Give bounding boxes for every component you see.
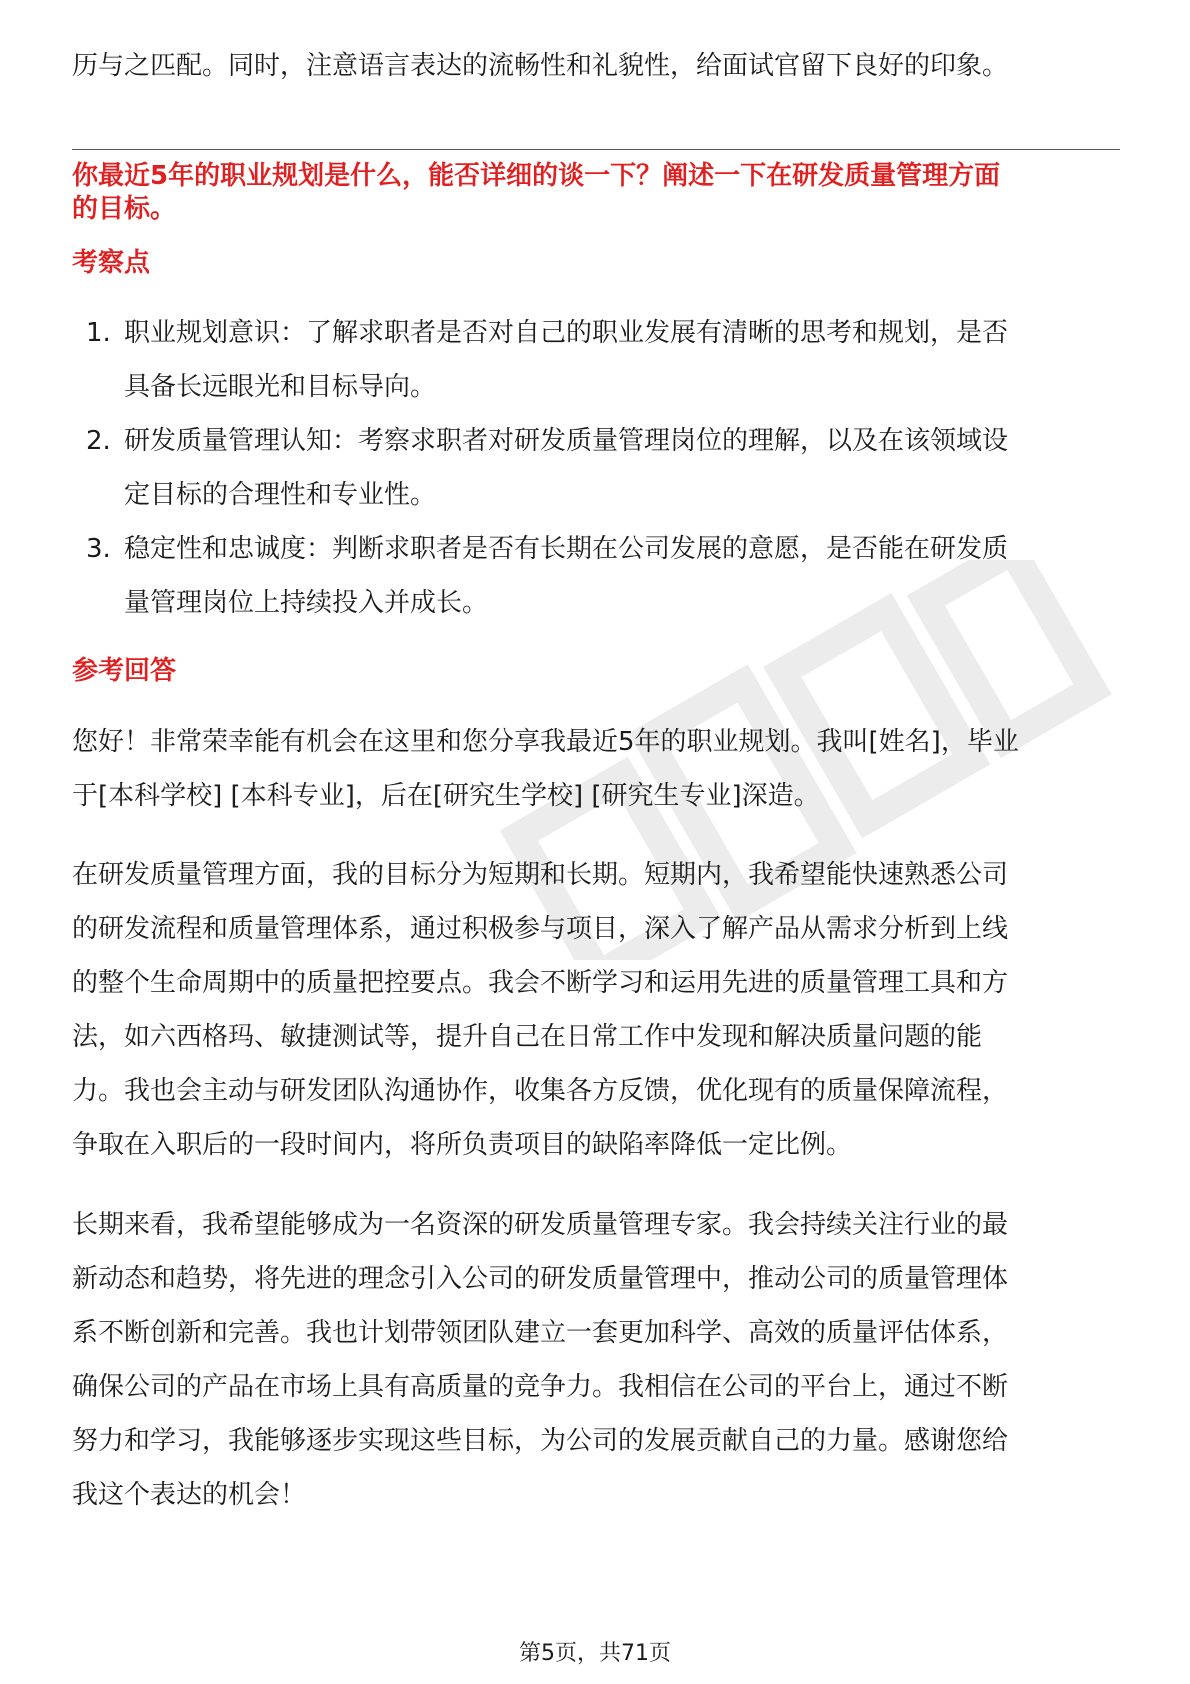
paragraph-line: 我这个表达的机会！ — [72, 1480, 307, 1510]
reference-heading: 参考回答 — [72, 656, 177, 686]
list-text-line: 具备长远眼光和目标导向。 — [124, 372, 437, 402]
paragraph-line: 系不断创新和完善。我也计划带领团队建立一套更加科学、高效的质量评估体系， — [72, 1318, 1009, 1348]
list-text-line: 量管理岗位上持续投入并成长。 — [124, 588, 489, 618]
page-footer: 第5页，共71页 — [519, 1641, 671, 1666]
paragraph-line: 于[本科学校] [本科专业]，后在[研究生学校] [研究生专业]深造。 — [72, 781, 820, 811]
list-number: 2. — [86, 426, 111, 456]
continued-paragraph: 历与之匹配。同时，注意语言表达的流畅性和礼貌性，给面试官留下良好的印象。 — [72, 51, 1009, 81]
paragraph-line: 确保公司的产品在市场上具有高质量的竞争力。我相信在公司的平台上，通过不断 — [72, 1372, 1009, 1402]
list-text-line: 稳定性和忠诚度：判断求职者是否有长期在公司发展的意愿，是否能在研发质 — [124, 534, 1009, 564]
paragraph-line: 争取在入职后的一段时间内，将所负责项目的缺陷率降低一定比例。 — [72, 1130, 853, 1160]
paragraph-line: 的研发流程和质量管理体系，通过积极参与项目，深入了解产品从需求分析到上线 — [72, 914, 1009, 944]
watermark-logo — [460, 560, 1160, 960]
question-line-1: 你最近5年的职业规划是什么，能否详细的谈一下？阐述一下在研发质量管理方面 — [72, 161, 1001, 191]
paragraph-line: 新动态和趋势，将先进的理念引入公司的研发质量管理中，推动公司的质量管理体 — [72, 1264, 1009, 1294]
paragraph-line: 您好！非常荣幸能有机会在这里和您分享我最近5年的职业规划。我叫[姓名]，毕业 — [72, 727, 1019, 757]
paragraph-line: 长期来看，我希望能够成为一名资深的研发质量管理专家。我会持续关注行业的最 — [72, 1210, 1009, 1240]
paragraph-line: 的整个生命周期中的质量把控要点。我会不断学习和运用先进的质量管理工具和方 — [72, 968, 1009, 998]
paragraph-line: 努力和学习，我能够逐步实现这些目标，为公司的发展贡献自己的力量。感谢您给 — [72, 1426, 1009, 1456]
paragraph-line: 法，如六西格玛、敏捷测试等，提升自己在日常工作中发现和解决质量问题的能 — [72, 1022, 983, 1052]
list-text-line: 研发质量管理认知：考察求职者对研发质量管理岗位的理解，以及在该领域设 — [124, 426, 1009, 456]
assessment-heading: 考察点 — [72, 248, 151, 278]
question-line-2: 的目标。 — [72, 194, 177, 224]
paragraph-line: 力。我也会主动与研发团队沟通协作，收集各方反馈，优化现有的质量保障流程， — [72, 1076, 1009, 1106]
list-number: 1. — [86, 318, 111, 348]
paragraph-line: 在研发质量管理方面，我的目标分为短期和长期。短期内，我希望能快速熟悉公司 — [72, 860, 1009, 890]
list-number: 3. — [86, 534, 111, 564]
list-text-line: 职业规划意识：了解求职者是否对自己的职业发展有清晰的思考和规划，是否 — [124, 318, 1009, 348]
list-text-line: 定目标的合理性和专业性。 — [124, 480, 437, 510]
section-divider — [72, 149, 1120, 150]
